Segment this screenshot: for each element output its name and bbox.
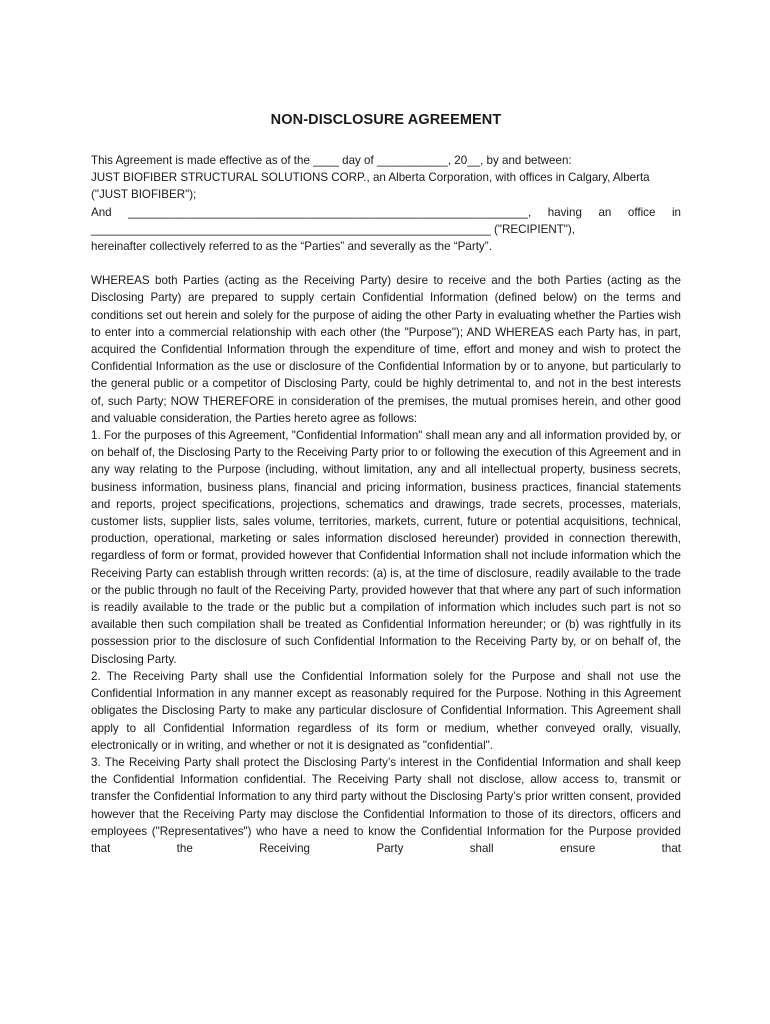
clause-2-paragraph: 2. The Receiving Party shall use the Confidential Information solely for the Purpose and shall not use the Confidential Information in any manner except as reasonably required for the Purpose. Nothing in this Agreement obligates the Disclosing Party to make any particular disclosure of Confidential Information. This Agreement shall apply to all Confidential Information regardless of its form or medium, whether conveyed orally, visually, electronically or in writing, and whether or not it is designated as "confidential". [91, 669, 681, 752]
preamble-date-line: This Agreement is made effective as of the ____ day of ___________, 20__, by and between: [91, 154, 572, 167]
recitals-paragraph: WHEREAS both Parties (acting as the Receiving Party) desire to receive and the both Parties (acting as the Disclosing Party) are prepared to supply certain Confidential Information (defined below) on the terms and conditions set out herein and solely for the purpose of aiding the other Party in evaluating whether the Parties wish to enter into a commercial relationship with each other (the "Purpose"); AND WHEREAS each Party has, in part, acquired the Confidential Information through the expenditure of time, effort and money and wish to protect the Confidential Information as the use or disclosure of the Confidential Information by or to anyone, but particularly to the general public or a competitor of Disclosing Party, could be highly detrimental to, and not in the best interests of, such Party; NOW THEREFORE in consideration of the premises, the mutual promises herein, and other good and valuable consideration, the Parties hereto agree as follows: [91, 274, 681, 425]
document-page [91, 112, 681, 857]
preamble-party-one: JUST BIOFIBER STRUCTURAL SOLUTIONS CORP., an Alberta Corporation, with offices in Calgary, Alberta [91, 171, 650, 185]
agreement-body [91, 272, 681, 857]
clause-3-paragraph: 3. The Receiving Party shall protect the Disclosing Party’s interest in the Confidential Information and shall keep the Confidential Information confidential. The Receiving Party shall not disclose, allow access to, transmit or transfer the Confidential Information to any third party without the Disclosing Party’s prior written consent, provided however that the Receiving Party may disclose the Confidential Information to those of its directors, officers and employees ("Representatives") who have a need to know the Confidential Information for the Purpose provided that the Receiving Party shall ensure that [91, 755, 681, 855]
clause-1-paragraph: 1. For the purposes of this Agreement, "Confidential Information" shall mean any and all information provided by, or on behalf of, the Disclosing Party to the Receiving Party prior to or following the execution of this Agreement and in any way relating to the Purpose (including, without limitation, any and all intellectual property, business secrets, business information, business plans, financial and pricing information, business practices, financial statements and reports, project specifications, projections, schematics and drawings, trade secrets, processes, materials, customer lists, supplier lists, sales volume, territories, markets, current, future or potential acquisitions, technical, production, operational, marketing or sales information disclosed hereunder) provided in connection therewith, regardless of form or format, provided however that Confidential Information shall not include information which the Receiving Party can establish through written records: (a) is, at the time of disclosure, readily available to the trade or the public through no fault of the Receiving Party, provided however that that where any part of such information is readily available to the trade or the public but a compilation of information which includes such part is not so available then such compilation shall be treated as Confidential Information hereunder; or (b) was rightfully in its possession prior to the disclosure of such Confidential Information to the Receiving Party by, or on behalf of, the Disclosing Party. [91, 429, 681, 666]
preamble-party-two: And ______________________________________________________________, having an office in [91, 205, 681, 219]
preamble [91, 152, 681, 255]
preamble-party-one-short: ("JUST BIOFIBER"); [91, 188, 197, 202]
paragraph-gap [91, 255, 681, 272]
preamble-party-two-office: ______________________________________________________________ ("RECIPIENT"), [91, 222, 576, 236]
document-title: NON-DISCLOSURE AGREEMENT [270, 112, 502, 128]
preamble-parties-definition: hereinafter collectively referred to as the “Parties” and severally as the “Party”. [91, 240, 492, 254]
